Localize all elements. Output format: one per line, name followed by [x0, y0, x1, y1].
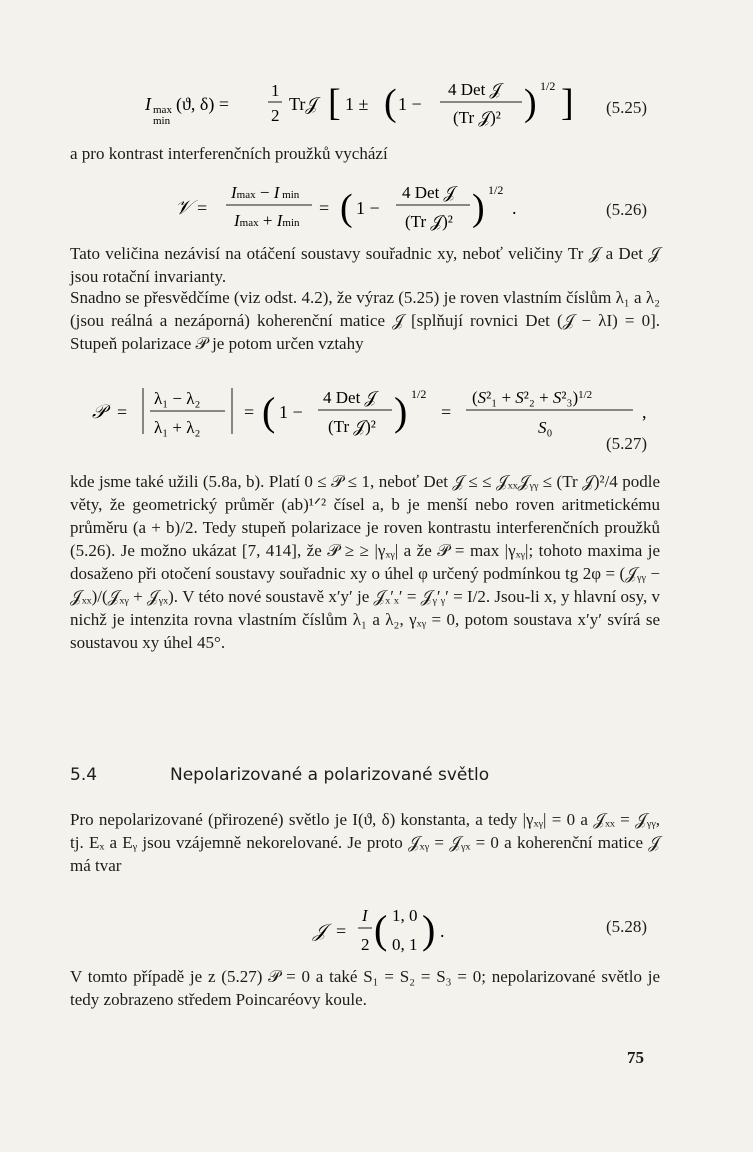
svg-text:2: 2	[361, 935, 370, 954]
svg-text:(: (	[374, 907, 388, 952]
equation-number: (5.28)	[606, 917, 648, 936]
svg-text:=: =	[336, 921, 347, 941]
equation-5-25	[0, 70, 753, 140]
svg-text:): )	[394, 389, 408, 434]
svg-text:Imax − I min: Imax − I min	[231, 183, 300, 202]
svg-text:min: min	[153, 115, 171, 127]
svg-text:I: I	[145, 94, 151, 114]
paragraph-4: kde jsme také užili (5.8a, b). Platí 0 ≤ 𝒫 ≤ 1, neboť Det 𝒥 ≤ ≤ 𝒥ₓₓ𝒥ᵧᵧ ≤ (Tr 𝒥)²/4 podle věty, že geometrický průměr (ab)¹ᐟ² čísel a, b je menší nebo roven aritmetickému průměru (a + b)/2. Tedy stupeň polarizace je roven kontrastu interferenčních proužků (5.26). Je možno ukázat [7, 414], že 𝒫 ≥ ≥ |γₓᵧ| a že 𝒫 = max |γₓᵧ|; tohoto maxima je dosaženo při otočení soustavy souřadnic xy o úhel φ určený podmínkou tg 2φ = (𝒥ᵧᵧ − 𝒥ₓₓ)/(𝒥ₓᵧ + 𝒥ᵧₓ). V této nové soustavě x′y′ je 𝒥ₓ′ₓ′ = 𝒥ᵧ′ᵧ′ = I/2. Jsou-li x, y hlavní osy, v nichž je intenzita rovna vlastním číslům λ₁ a λ₂, γₓᵧ = 0, potom soustava x′y′ svírá se soustavou xy úhel 45°.	[70, 472, 660, 652]
page-number: 75	[627, 1048, 644, 1067]
svg-text:.: .	[512, 198, 517, 218]
svg-text:4 Det 𝒥: 4 Det 𝒥	[448, 80, 502, 99]
paragraph-6: V tomto případě je z (5.27) 𝒫 = 0 a také S₁ = S₂ = S₃ = 0; nepolarizované světlo je tedy zobrazeno středem Poincaréovy koule.	[70, 967, 660, 1009]
svg-text:1/2: 1/2	[540, 79, 556, 93]
svg-text:=: =	[197, 198, 208, 218]
svg-text:(: (	[262, 389, 276, 434]
svg-text:(Tr 𝒥)²: (Tr 𝒥)²	[328, 417, 376, 436]
svg-text:1/2: 1/2	[411, 387, 427, 401]
svg-text:1 ±: 1 ±	[345, 94, 369, 114]
svg-text:S₀: S₀	[538, 418, 553, 437]
svg-text:]: ]	[561, 82, 574, 124]
svg-text:𝒥: 𝒥	[313, 921, 327, 942]
svg-text:1/2: 1/2	[488, 183, 504, 197]
svg-text:=: =	[319, 198, 330, 218]
paragraph-2: Tato veličina nezávisí na otáčení soustavy souřadnic xy, neboť veličiny Tr 𝒥 a Det 𝒥 jsou rotační invarianty.	[70, 244, 660, 286]
svg-text:0, 1: 0, 1	[392, 935, 418, 954]
svg-text:[: [	[328, 82, 341, 124]
svg-text:λ₁ + λ₂: λ₁ + λ₂	[154, 418, 201, 437]
svg-text:=: =	[441, 402, 452, 422]
svg-text:): )	[472, 187, 485, 229]
svg-text:1 −: 1 −	[356, 198, 380, 218]
equation-5-28	[0, 895, 753, 965]
svg-text:(ϑ, δ) =: (ϑ, δ) =	[176, 94, 230, 114]
svg-text:𝒫: 𝒫	[92, 402, 106, 423]
svg-text:(: (	[384, 82, 397, 124]
section-heading	[70, 765, 489, 785]
svg-text:(: (	[340, 187, 353, 229]
svg-text:1: 1	[271, 81, 280, 100]
section-title: Nepolarizované a polarizované světlo	[170, 765, 490, 785]
svg-text:=: =	[244, 402, 255, 422]
section-number: 5.4	[70, 765, 98, 785]
svg-text:1 −: 1 −	[279, 402, 303, 422]
paragraph-5: Pro nepolarizované (přirozené) světlo je I(ϑ, δ) konstanta, a tedy |γₓᵧ| = 0 a 𝒥ₓₓ = 𝒥ᵧᵧ, tj. Eₓ a Eᵧ jsou vzájemně nekorelované. Je proto 𝒥ₓᵧ = 𝒥ᵧₓ = 0 a koherenční matice 𝒥 má tvar	[70, 810, 660, 875]
svg-text:Tr𝒥: Tr𝒥	[289, 94, 318, 114]
equation-5-27	[0, 378, 753, 458]
svg-text:2: 2	[271, 106, 280, 125]
svg-text:λ₁ − λ₂: λ₁ − λ₂	[154, 389, 201, 408]
svg-text:.: .	[440, 921, 445, 941]
svg-text:1, 0: 1, 0	[392, 906, 418, 925]
svg-text:Imax + Imin: Imax + Imin	[234, 211, 300, 230]
paragraph-1: a pro kontrast interferenčních proužků vychází	[70, 144, 388, 163]
equation-5-26	[0, 172, 753, 242]
equation-number: (5.27)	[606, 434, 648, 453]
svg-text:=: =	[117, 402, 128, 422]
paragraph-3: Snadno se přesvědčíme (viz odst. 4.2), že výraz (5.25) je roven vlastním číslům λ₁ a λ₂ (jsou reálná a nezáporná) koherenční matice 𝒥 [splňují rovnici Det (𝒥 − λI) = 0]. Stupeň polarizace 𝒫 je potom určen vztahy	[70, 288, 660, 353]
svg-text:4 Det 𝒥: 4 Det 𝒥	[323, 388, 377, 407]
svg-text:1 −: 1 −	[398, 94, 422, 114]
svg-text:𝒱: 𝒱	[175, 197, 192, 219]
svg-text:max: max	[153, 104, 172, 116]
svg-text:(Tr 𝒥)²: (Tr 𝒥)²	[453, 108, 501, 127]
equation-number: (5.25)	[606, 98, 648, 117]
svg-text:I: I	[362, 906, 368, 925]
svg-text:): )	[422, 907, 436, 952]
svg-text:4 Det 𝒥: 4 Det 𝒥	[402, 183, 456, 202]
equation-number: (5.26)	[606, 200, 648, 219]
svg-text:,: ,	[642, 402, 647, 422]
svg-text:): )	[524, 82, 537, 124]
svg-text:(S²₁ + S²₂ + S²₃)1/2: $(S^2_1 + S^2_2 + S^2_3)^{1/2}$	[472, 388, 593, 407]
svg-text:(Tr 𝒥)²: (Tr 𝒥)²	[405, 212, 453, 231]
